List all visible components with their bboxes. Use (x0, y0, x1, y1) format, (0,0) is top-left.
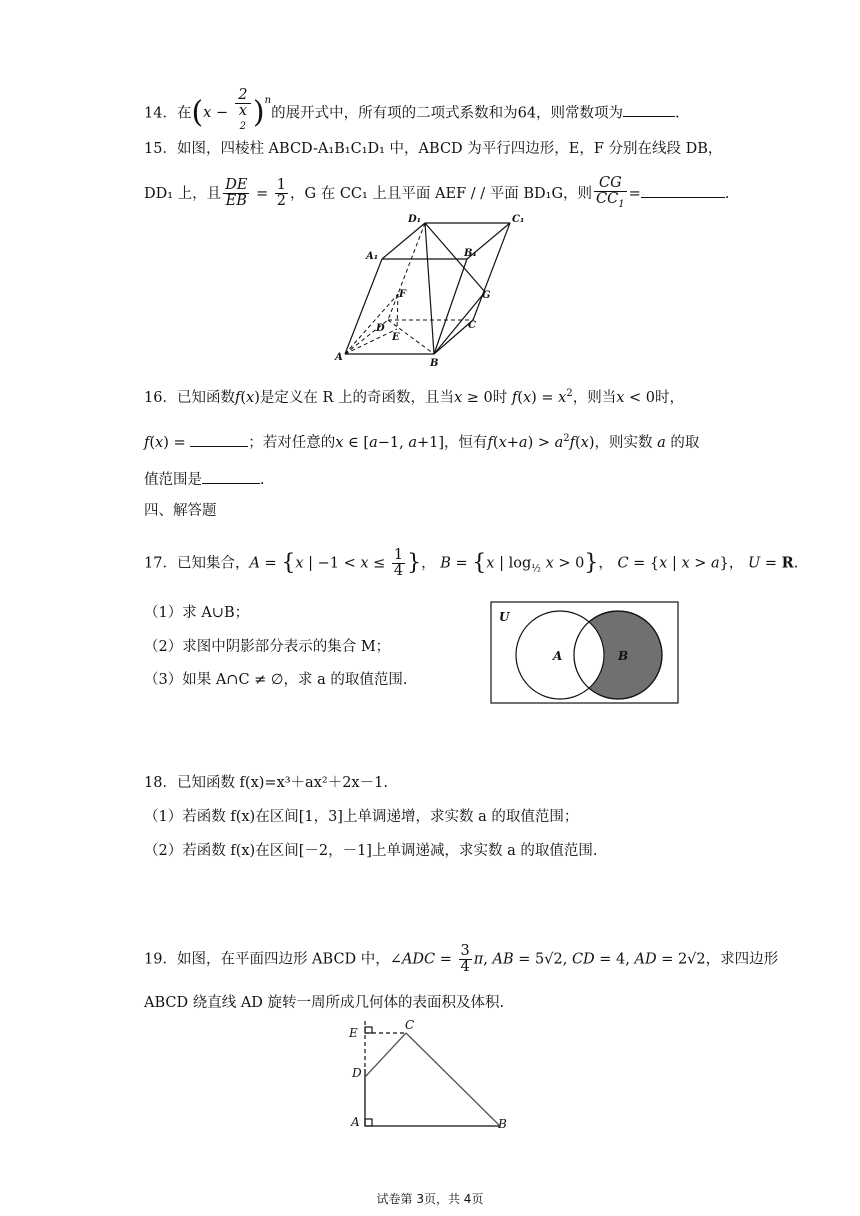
label-C: C (468, 320, 476, 331)
q16-line1: 16．已知函数f(x)是定义在 R 上的奇函数，且当x ≥ 0时 $f(x) = x^2$，则当x < 0时， (144, 388, 684, 406)
q14-line: 14．在(x − 2 x $^2$ )$^n$的展开式中，所有项的二项式系数和为64，则常数项为 . (144, 87, 680, 132)
label-E: E (392, 332, 400, 343)
quad-label-A: A (351, 1115, 360, 1129)
q16-line3: 值范围是 . (144, 469, 265, 491)
venn-label-U: U (499, 610, 510, 624)
label-G: G (482, 290, 491, 301)
q19-line2: ABCD 绕直线 AD 旋转一周所成几何体的表面积及体积. (144, 995, 505, 1011)
label-D1: D₁ (408, 214, 422, 225)
label-B1: B₁ (464, 248, 477, 259)
q14-blank[interactable] (623, 102, 675, 117)
venn-label-B: B (618, 649, 629, 663)
quad-label-D: D (352, 1066, 362, 1080)
quad-label-B: B (498, 1117, 507, 1131)
q17-line1: 17．已知集合，A = {x | −1 < x ≤ $\frac{1}{4}$ }， B = {x | $\log_{\frac{1}{2}} x > 0$}， C = {x | x > a}， U = R. (144, 547, 799, 579)
prism-figure (330, 210, 530, 370)
q15-line2: DD₁ 上，且 $\frac{DE}{EB}$ = $\frac{1}{2}$ ，G 在 CC₁ 上且平面 AEF / / 平面 BD₁G，则 $\frac{CG}{CC_1}$ = . (144, 175, 730, 210)
q15-line1: 15．如图，四棱柱 ABCD-A₁B₁C₁D₁ 中，ABCD 为平行四边形，E，F 分别在线段 DB， (144, 141, 723, 157)
label-A1: A₁ (366, 251, 379, 262)
q16-line2: f(x) = ；若对任意的x ∈ [a−1, a+1]，恒有$f(x+a) > a^2f(x)$，则实数 a 的取 (144, 433, 700, 451)
q17-part2: （2）求图中阴影部分表示的集合 M； (144, 639, 391, 655)
label-F: F (399, 289, 407, 300)
q14-expr: (x − 2 x $^2$ )$^n$ (191, 87, 272, 132)
label-A: A (335, 352, 343, 363)
quadrilateral-figure (340, 1015, 520, 1135)
venn-diagram (490, 601, 680, 705)
q15-frac-de-eb: $\frac{DE}{EB}$ (225, 177, 248, 210)
q16-blank2[interactable] (202, 469, 260, 484)
page-footer: 试卷第 3页，共 4页 (376, 1192, 484, 1206)
quad-label-E: E (349, 1026, 358, 1040)
q15-blank[interactable] (641, 183, 725, 198)
section-heading: 四、解答题 (144, 503, 217, 519)
label-C1: C₁ (512, 214, 525, 225)
venn-label-A: A (553, 649, 563, 663)
q18-part1: （1）若函数 f(x)在区间[1，3]上单调递增，求实数 a 的取值范围； (144, 809, 579, 825)
q18-line1: 18．已知函数 f(x)=x³＋ax²＋2x－1. (144, 775, 388, 791)
q15-frac-half: $\frac{1}{2}$ (276, 177, 287, 210)
label-B: B (430, 358, 439, 369)
q19-line1: 19．如图，在平面四边形 ABCD 中，∠ADC = $\frac{3}{4}$ π, AB = 5√2, CD = 4, AD = 2√2，求四边形 (144, 943, 779, 975)
q17-part3: （3）如果 A∩C ≠ ∅，求 a 的取值范围. (144, 672, 408, 688)
quad-label-C: C (405, 1018, 415, 1032)
q17-part1: （1）求 A∪B； (144, 605, 250, 621)
label-D: D (376, 323, 385, 334)
q16-blank1[interactable] (190, 432, 248, 447)
q15-frac-cg-cc1: $\frac{CG}{CC_1}$ (596, 175, 625, 210)
q18-part2: （2）若函数 f(x)在区间[－2，－1]上单调递减，求实数 a 的取值范围. (144, 843, 598, 859)
